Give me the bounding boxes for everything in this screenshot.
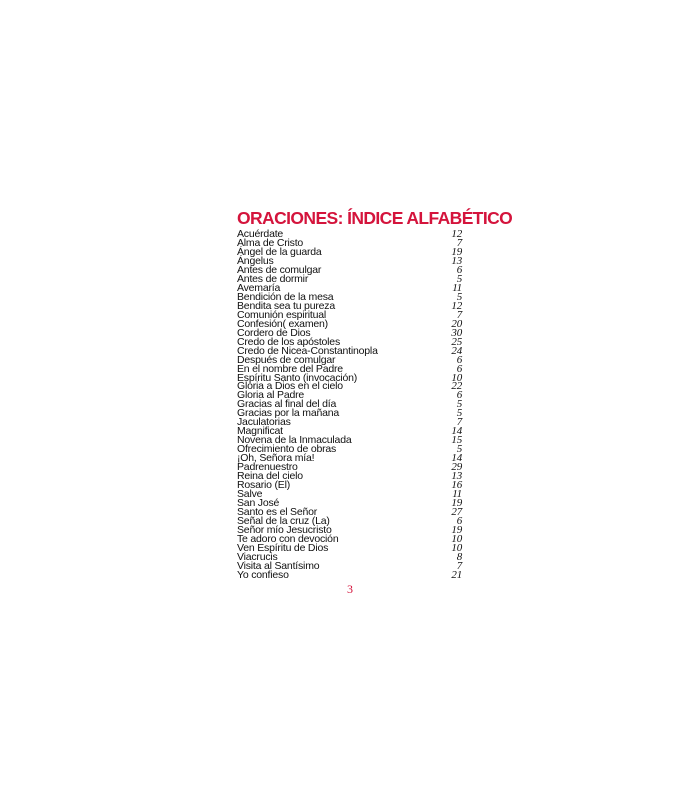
index-entry-page: 19 (451, 523, 462, 536)
index-entry-page: 11 (452, 281, 462, 294)
index-entry-label: Reina del cielo (237, 470, 303, 483)
index-entry-page: 14 (451, 452, 462, 465)
index-entry[interactable] (237, 568, 463, 581)
index-entry-page: 27 (451, 506, 462, 519)
index-entry-label: Comunión espiritual (237, 308, 326, 321)
index-entry-label: Avemaría (237, 281, 281, 294)
index-entry-label: Ven Espíritu de Dios (237, 541, 329, 554)
index-entry-page: 5 (456, 407, 462, 420)
index-entry-label: Santo es el Señor (237, 506, 318, 519)
index-entry-label: Gracias por la mañana (237, 407, 340, 420)
index-entry-label: Espíritu Santo (invocación) (237, 371, 358, 384)
index-entry-page: 19 (451, 245, 462, 258)
index-entry-label: Cordero de Dios (237, 326, 311, 339)
index-entry-label: Antes de comulgar (237, 263, 322, 276)
index-entry-page: 10 (451, 541, 462, 554)
index-entry-label: Bendita sea tu pureza (237, 299, 335, 312)
index-entry-page: 29 (451, 461, 462, 474)
index-entry[interactable] (237, 481, 463, 490)
index-entry-label: San José (237, 497, 280, 510)
index-entry-label: Acuérdate (237, 228, 284, 240)
index-entry-page: 16 (451, 479, 462, 492)
index-entry-page: 5 (456, 398, 462, 411)
index-entry-page: 15 (451, 434, 462, 447)
index-entry-label: Jaculatorias (237, 416, 291, 429)
index-entry-page: 7 (456, 308, 462, 321)
index-entry-label: Novena de la Inmaculada (237, 434, 352, 447)
index-entry-page: 7 (456, 236, 462, 249)
index-entry-page: 19 (451, 497, 462, 510)
index-entry-page: 21 (451, 568, 462, 581)
index-entry-label: Ángel de la guarda (237, 245, 322, 258)
index-entry-label: Te adoro con devoción (237, 532, 339, 545)
index-page (237, 208, 513, 596)
index-entry-label: Padrenuestro (237, 461, 298, 474)
index-entry-page: 6 (456, 389, 462, 402)
page-title: ORACIONES: ÍNDICE ALFABÉTICO (237, 208, 513, 228)
index-entry-page: 8 (456, 550, 462, 563)
index-entry-label: Confesión( examen) (237, 317, 328, 330)
index-entry-page: 10 (451, 532, 462, 545)
index-entry-page: 14 (451, 425, 462, 438)
index-entry-page: 12 (451, 228, 462, 240)
index-entry-page: 6 (456, 362, 462, 375)
index-entry-label: Credo de Nicea-Constantinopla (237, 344, 378, 357)
index-entry-page: 6 (456, 353, 462, 366)
index-entry-page: 25 (451, 335, 462, 348)
index-entry-label: Gloria al Padre (237, 389, 305, 402)
index-entry-label: Bendición de la mesa (237, 290, 334, 303)
index-entry-page: 24 (451, 344, 462, 357)
index-entry-page: 20 (451, 317, 462, 330)
prayer-index-list (237, 230, 463, 580)
index-entry-label: Gracias al final del día (237, 398, 337, 411)
index-entry-page: 7 (456, 416, 462, 429)
index-entry-label: Después de comulgar (237, 353, 336, 366)
index-entry-page: 11 (452, 488, 462, 501)
index-entry-label: Credo de los apóstoles (237, 335, 340, 348)
index-entry-label: En el nombre del Padre (237, 362, 343, 375)
index-entry-page: 12 (451, 299, 462, 312)
index-entry-label: Yo confieso (237, 568, 289, 581)
index-entry-page: 6 (456, 515, 462, 527)
index-entry-page: 5 (456, 443, 462, 456)
index-entry-page: 6 (456, 263, 462, 276)
index-entry-label: Ofrecimiento de obras (237, 443, 337, 456)
index-entry-label: Ángelus (237, 254, 274, 267)
index-entry-page: 5 (456, 272, 462, 285)
index-entry-label: Salve (237, 488, 263, 501)
index-entry-page: 13 (451, 254, 462, 267)
index-entry-label: Rosario (El) (237, 479, 291, 492)
index-entry-label: Visita al Santísimo (237, 559, 320, 572)
index-entry-page: 22 (451, 380, 462, 393)
index-entry-label: Antes de dormir (237, 272, 309, 285)
index-entry-page: 10 (451, 371, 462, 384)
index-entry-page: 13 (451, 470, 462, 483)
index-entry-label: Señor mío Jesucristo (237, 523, 332, 536)
index-entry-label: Magnificat (237, 425, 283, 438)
index-entry-label: Viacrucis (237, 550, 278, 563)
index-entry-label: Gloria a Dios en el cielo (237, 380, 343, 393)
index-entry-page: 7 (456, 559, 462, 572)
page-number: 3 (347, 582, 353, 596)
index-entry-label: ¡Oh, Señora mía! (237, 452, 315, 465)
index-entry-page: 5 (456, 290, 462, 303)
index-entry-label: Alma de Cristo (237, 236, 304, 249)
index-entry-page: 30 (451, 326, 462, 339)
index-entry-label: Señal de la cruz (La) (237, 515, 330, 527)
